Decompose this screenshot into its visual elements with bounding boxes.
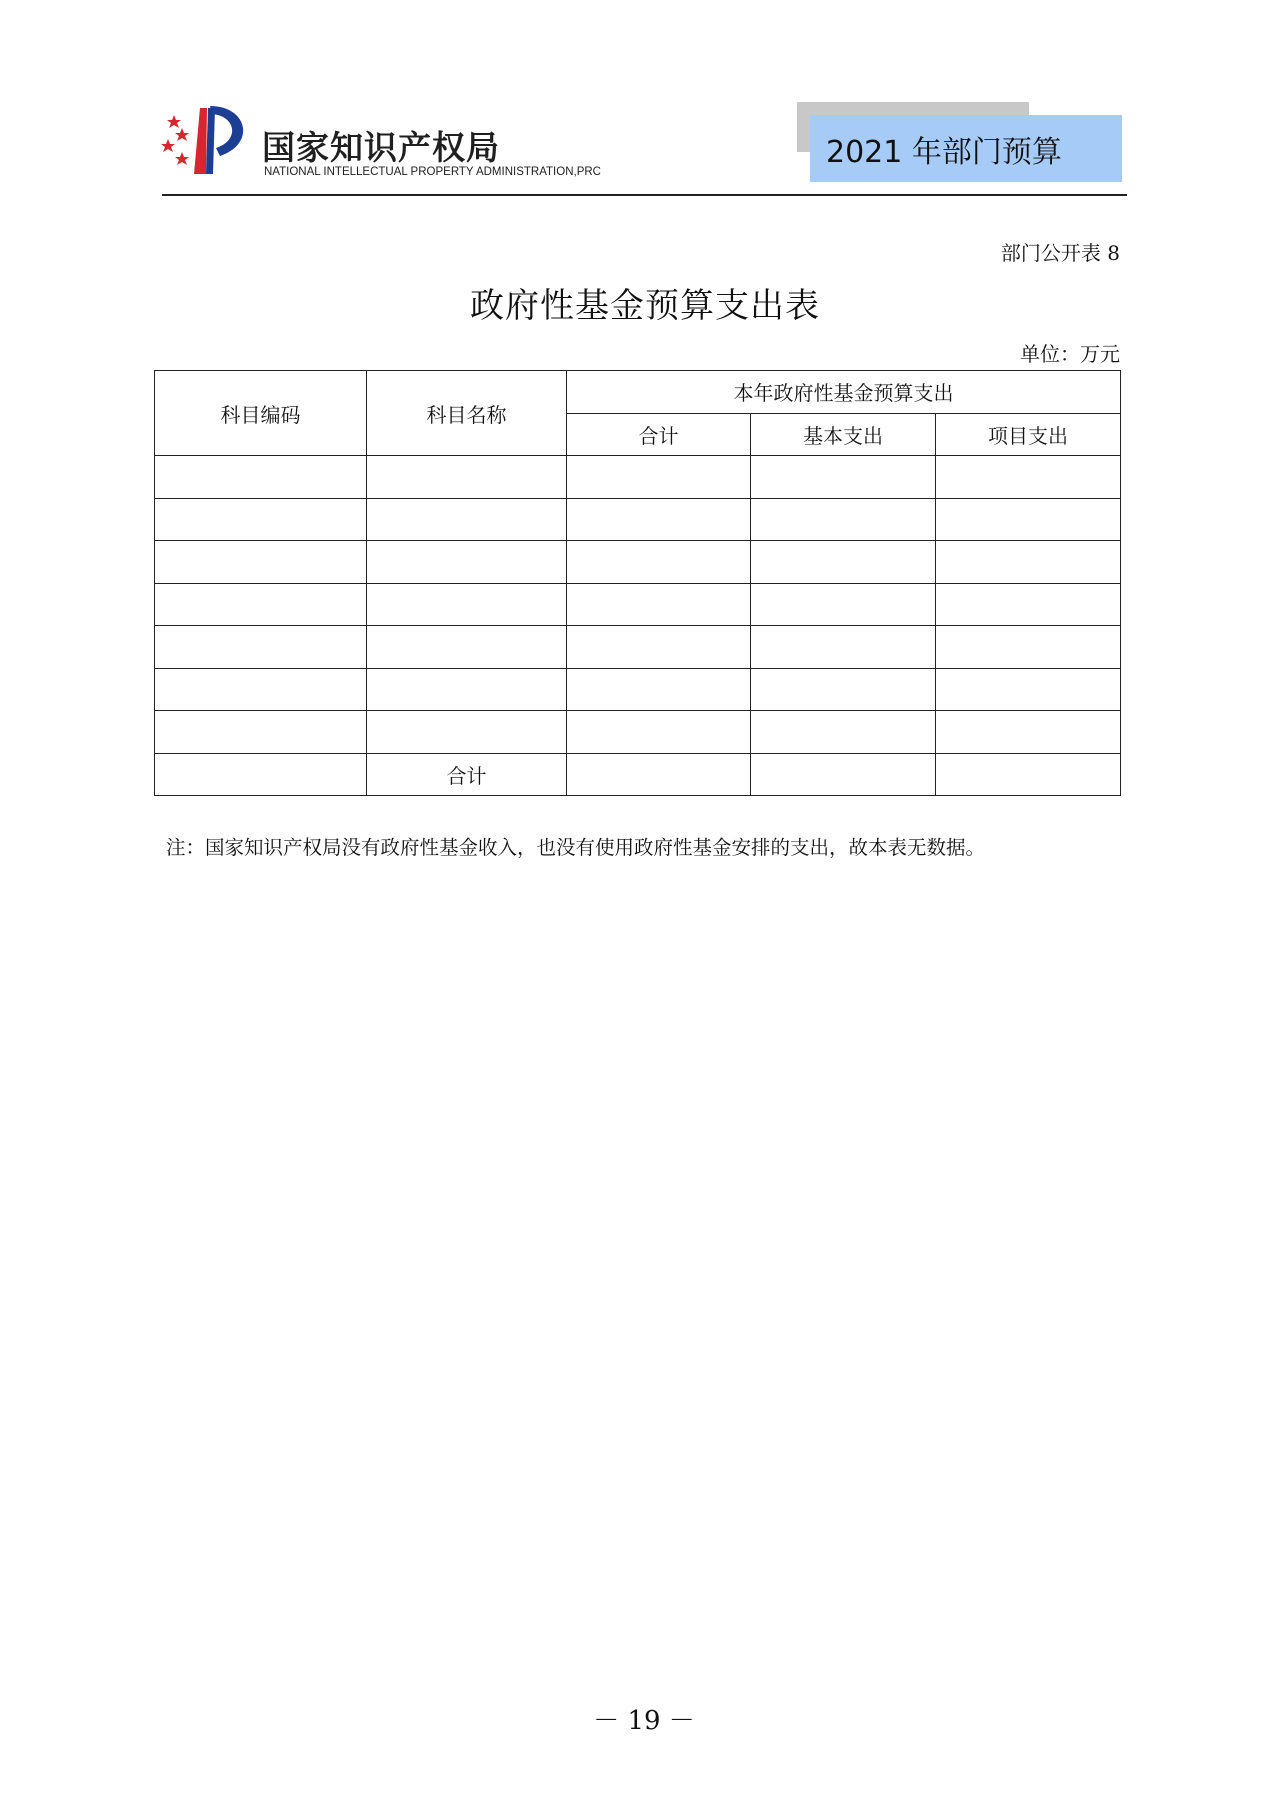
agency-logo [160,104,610,184]
cell-basic [751,498,936,541]
cell-basic [751,541,936,584]
cell-code [155,456,367,499]
header-basic-expenditure: 基本支出 [751,413,936,456]
header-divider [162,194,1127,196]
total-cell-total [567,753,751,796]
cell-name [367,626,567,669]
cell-project [936,541,1121,584]
cell-total [567,583,751,626]
cell-basic [751,456,936,499]
table-number: 部门公开表 8 [1000,241,1120,265]
total-cell-basic [751,753,936,796]
table-row [155,498,1121,541]
cell-total [567,711,751,754]
table-note: 注：国家知识产权局没有政府性基金收入，也没有使用政府性基金安排的支出，故本表无数据。 [166,836,986,859]
budget-year-badge: 2021 年部门预算 [810,115,1122,182]
agency-emblem-icon [160,104,260,184]
budget-table [154,370,1121,796]
table-row [155,626,1121,669]
table-total-row [155,753,1121,796]
cell-name [367,711,567,754]
total-cell-code [155,753,367,796]
cell-code [155,668,367,711]
header-subject-code: 科目编码 [155,371,367,456]
total-cell-project [936,753,1121,796]
cell-code [155,498,367,541]
table-row [155,541,1121,584]
cell-name [367,541,567,584]
total-row-label: 合计 [367,753,567,796]
table-row [155,711,1121,754]
table-header-row [155,371,1121,414]
cell-total [567,626,751,669]
header-total: 合计 [567,413,751,456]
cell-total [567,541,751,584]
cell-code [155,541,367,584]
cell-basic [751,668,936,711]
header-project-expenditure: 项目支出 [936,413,1121,456]
agency-name-cn: 国家知识产权局 [262,128,500,167]
page-number: － 19 － [593,1706,695,1736]
unit-label: 单位：万元 [1020,342,1120,366]
cell-basic [751,626,936,669]
table-row [155,668,1121,711]
cell-name [367,583,567,626]
cell-project [936,498,1121,541]
cell-name [367,668,567,711]
cell-name [367,456,567,499]
cell-project [936,626,1121,669]
cell-project [936,456,1121,499]
cell-code [155,583,367,626]
cell-project [936,711,1121,754]
cell-basic [751,711,936,754]
cell-code [155,626,367,669]
table-row [155,456,1121,499]
table-row [155,583,1121,626]
header-subject-name: 科目名称 [367,371,567,456]
agency-name-en: NATIONAL INTELLECTUAL PROPERTY ADMINISTRATION,PRC [264,166,601,178]
cell-total [567,456,751,499]
page-title: 政府性基金预算支出表 [470,286,820,326]
cell-project [936,668,1121,711]
cell-basic [751,583,936,626]
cell-total [567,668,751,711]
header-current-year-expenditure: 本年政府性基金预算支出 [567,371,1121,414]
cell-name [367,498,567,541]
cell-project [936,583,1121,626]
cell-total [567,498,751,541]
cell-code [155,711,367,754]
